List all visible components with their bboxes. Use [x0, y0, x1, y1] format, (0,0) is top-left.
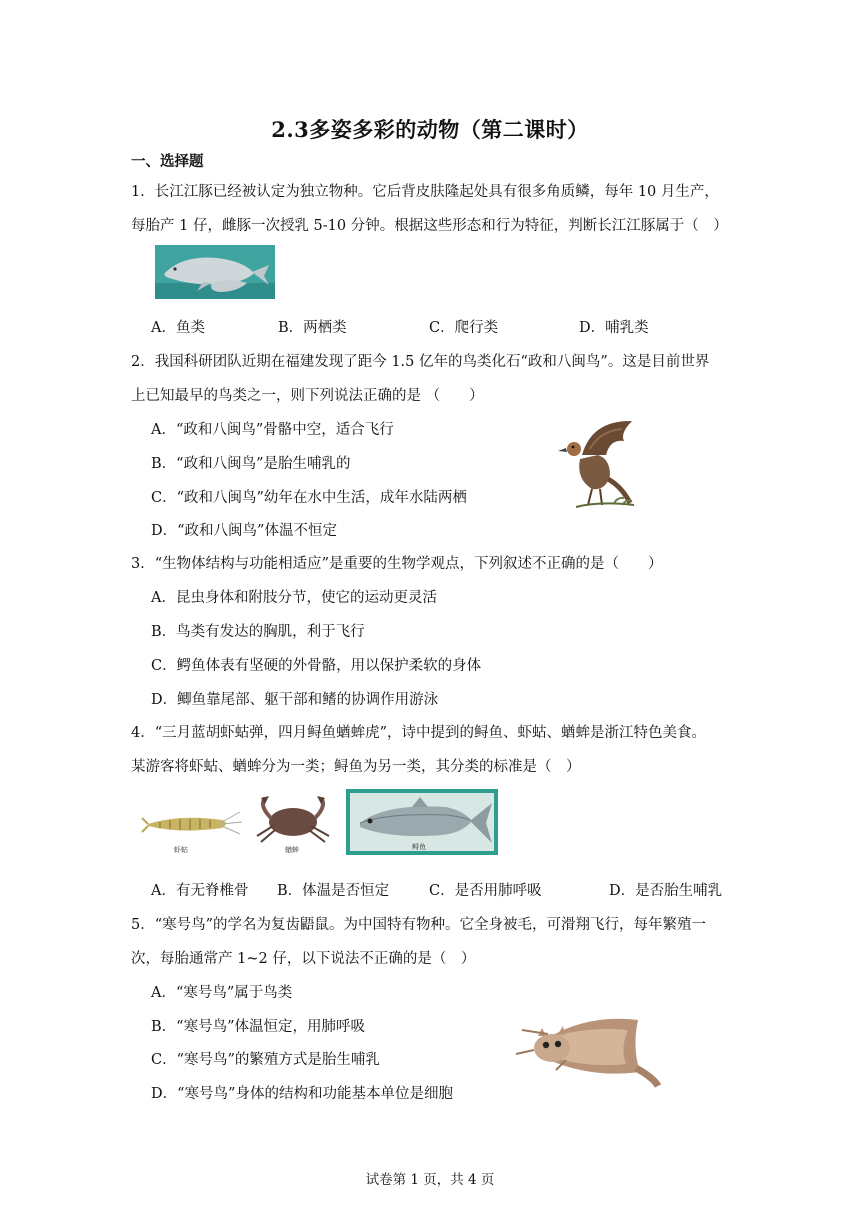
page-title: 2.3多姿多彩的动物（第二课时） [271, 117, 589, 142]
page-footer: 试卷第 1 页，共 4 页 [365, 1172, 495, 1188]
q1-option-d[interactable]: D．哺乳类 [579, 320, 649, 336]
shrimp-caption: 虾蛄 [174, 846, 188, 854]
q4-option-d[interactable]: D．是否胎生哺乳 [609, 883, 723, 899]
q1-option-c[interactable]: C．爬行类 [429, 320, 499, 336]
finless-porpoise-image [155, 245, 275, 299]
q5-option-c[interactable]: C．“寒号鸟”的繁殖方式是胎生哺乳 [151, 1052, 380, 1068]
q2-option-b[interactable]: B．“政和八闽鸟”是胎生哺乳的 [151, 456, 351, 472]
crab-image [251, 792, 335, 856]
q4-option-c[interactable]: C．是否用肺呼吸 [429, 883, 542, 899]
q3-option-c[interactable]: C．鳄鱼体表有坚硬的外骨骼，用以保护柔软的身体 [151, 658, 482, 674]
q5-option-b[interactable]: B．“寒号鸟”体温恒定，用肺呼吸 [151, 1019, 365, 1035]
q3-option-a[interactable]: A．昆虫身体和附肢分节，使它的运动更灵活 [151, 590, 437, 606]
q4-option-a[interactable]: A．有无脊椎骨 [151, 883, 249, 899]
section-heading: 一、选择题 [131, 153, 204, 170]
q3-option-b[interactable]: B．鸟类有发达的胸肌，利于飞行 [151, 624, 365, 640]
fossil-bird-image [552, 415, 638, 515]
q4-option-b[interactable]: B．体温是否恒定 [277, 883, 390, 899]
question-1-line-2: 每胎产 1 仔，雌豚一次授乳 5-10 分钟。根据这些形态和行为特征，判断长江江豚属于（ ） [131, 218, 728, 234]
crab-caption: 蝤蛑 [285, 846, 299, 854]
q2-option-a[interactable]: A．“政和八闽鸟”骨骼中空，适合飞行 [151, 422, 394, 438]
question-5-line-1: 5．“寒号鸟”的学名为复齿鼯鼠。为中国特有物种。它全身被毛，可滑翔飞行，每年繁殖一 [131, 917, 707, 933]
mullet-fish-image [346, 789, 498, 855]
question-4-line-2: 某游客将虾蛄、蝤蛑分为一类；鲟鱼为另一类，其分类的标准是（ ） [131, 759, 581, 775]
q3-option-d[interactable]: D．鲫鱼靠尾部、躯干部和鳍的协调作用游泳 [151, 692, 439, 708]
question-3-line-1: 3．“生物体结构与功能相适应”是重要的生物学观点，下列叙述不正确的是（ ） [131, 556, 663, 572]
flying-squirrel-image [508, 1008, 664, 1090]
question-2-line-1: 2．我国科研团队近期在福建发现了距今 1.5 亿年的鸟类化石“政和八闽鸟”。这是目前世界 [131, 354, 710, 370]
question-2-line-2: 上已知最早的鸟类之一，则下列说法正确的是 （ ） [131, 388, 484, 404]
q1-option-a[interactable]: A．鱼类 [151, 320, 205, 336]
q1-option-b[interactable]: B．两栖类 [278, 320, 347, 336]
q5-option-d[interactable]: D．“寒号鸟”身体的结构和功能基本单位是细胞 [151, 1086, 453, 1102]
question-4-line-1: 4．“三月蓝胡虾蛄弹，四月鲟鱼蝤蛑虎”，诗中提到的鲟鱼、虾蛄、蝤蛑是浙江特色美食。 [131, 725, 707, 741]
q5-option-a[interactable]: A．“寒号鸟”属于鸟类 [151, 985, 293, 1001]
q2-option-d[interactable]: D．“政和八闽鸟”体温不恒定 [151, 523, 337, 539]
mantis-shrimp-image [140, 792, 245, 856]
question-1-line-1: 1．长江江豚已经被认定为独立物种。它后背皮肤隆起处具有很多角质鳞，每年 10 月生产， [131, 184, 719, 200]
question-5-line-2: 次，每胎通常产 1~2 仔，以下说法不正确的是（ ） [131, 951, 476, 967]
q2-option-c[interactable]: C．“政和八闽鸟”幼年在水中生活，成年水陆两栖 [151, 490, 467, 506]
fish-caption: 鲟鱼 [412, 843, 426, 851]
